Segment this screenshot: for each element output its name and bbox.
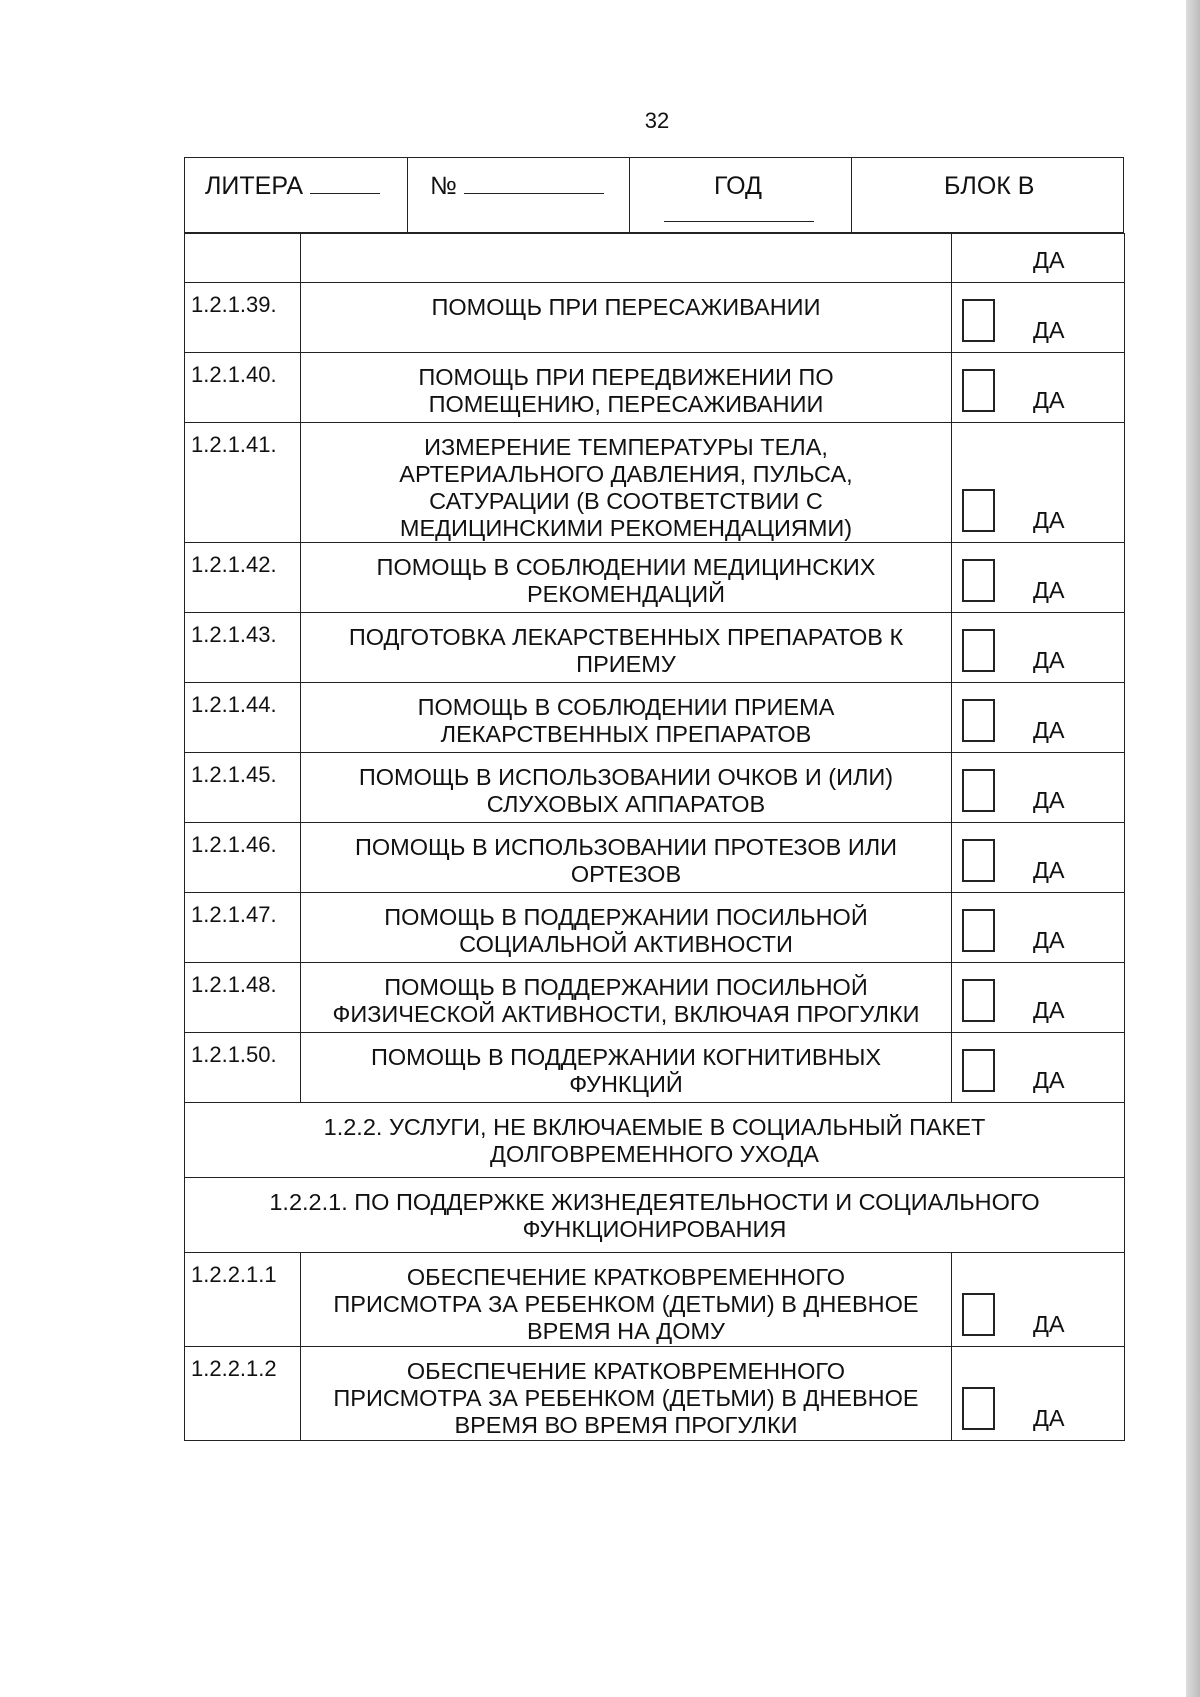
service-description <box>301 543 952 613</box>
yes-label: ДА <box>1033 787 1065 813</box>
service-number: 1.2.1.47. <box>185 893 301 963</box>
service-number: 1.2.2.1.1 <box>185 1253 301 1347</box>
service-number: 1.2.1.46. <box>185 823 301 893</box>
block-label: БЛОК В <box>944 172 1035 200</box>
service-description <box>301 753 952 823</box>
service-description-line: СОЦИАЛЬНОЙ АКТИВНОСТИ <box>459 931 793 957</box>
yes-checkbox[interactable] <box>962 629 995 672</box>
yes-label: ДА <box>1033 927 1065 953</box>
yes-cell <box>952 1347 1125 1441</box>
section-heading-1-2-2-1-line: ФУНКЦИОНИРОВАНИЯ <box>522 1216 787 1242</box>
service-description-line: ПОДГОТОВКА ЛЕКАРСТВЕННЫХ ПРЕПАРАТОВ К <box>348 624 904 650</box>
yes-checkbox[interactable] <box>962 839 995 882</box>
service-description-line: ПОМОЩЬ ПРИ ПЕРЕДВИЖЕНИИ ПО <box>418 364 834 390</box>
service-description <box>301 893 952 963</box>
service-row <box>185 543 1125 613</box>
yes-checkbox[interactable] <box>962 369 995 412</box>
yes-checkbox[interactable] <box>962 769 995 812</box>
service-row <box>185 1347 1125 1441</box>
service-description-line: ОБЕСПЕЧЕНИЕ КРАТКОВРЕМЕННОГО <box>406 1264 846 1290</box>
service-number: 1.2.1.39. <box>185 283 301 353</box>
page-edge-shadow <box>1186 0 1200 1697</box>
header-yes-cell <box>952 234 1125 283</box>
service-number: 1.2.1.48. <box>185 963 301 1033</box>
section-heading-1-2-2-cell <box>185 1103 1125 1178</box>
yes-label: ДА <box>1033 507 1065 533</box>
yes-label: ДА <box>1033 997 1065 1023</box>
yes-label: ДА <box>1033 1067 1065 1093</box>
service-description-line: СЛУХОВЫХ АППАРАТОВ <box>486 791 766 817</box>
yes-cell <box>952 283 1125 353</box>
service-description-line: АРТЕРИАЛЬНОГО ДАВЛЕНИЯ, ПУЛЬСА, <box>399 461 853 487</box>
yes-label: ДА <box>1033 857 1065 883</box>
service-row <box>185 1253 1125 1347</box>
header-desc-cell <box>301 234 952 283</box>
header-yes-label: ДА <box>1033 247 1065 273</box>
yes-label: ДА <box>1033 1405 1065 1431</box>
service-description-line: ПРИЕМУ <box>576 651 676 677</box>
yes-cell <box>952 753 1125 823</box>
yes-label: ДА <box>1033 1311 1065 1337</box>
section-heading-1-2-2-1-line: 1.2.2.1. ПО ПОДДЕРЖКЕ ЖИЗНЕДЕЯТЕЛЬНОСТИ И СОЦИАЛЬНОГО <box>269 1189 1040 1215</box>
yes-checkbox[interactable] <box>962 489 995 532</box>
service-description <box>301 423 952 543</box>
yes-cell <box>952 543 1125 613</box>
yes-label: ДА <box>1033 317 1065 343</box>
service-row <box>185 753 1125 823</box>
number-label: № <box>430 172 457 200</box>
yes-checkbox[interactable] <box>962 559 995 602</box>
service-row <box>185 1033 1125 1103</box>
yes-label: ДА <box>1033 717 1065 743</box>
service-row <box>185 283 1125 353</box>
services-table <box>184 233 1125 1441</box>
service-description <box>301 353 952 423</box>
yes-checkbox[interactable] <box>962 699 995 742</box>
litera-label: ЛИТЕРА <box>205 172 303 200</box>
year-cell <box>629 158 851 232</box>
service-description-line: ПОМОЩЬ В ПОДДЕРЖАНИИ КОГНИТИВНЫХ <box>370 1044 882 1070</box>
service-description <box>301 283 952 353</box>
service-row <box>185 963 1125 1033</box>
service-description-line: ФИЗИЧЕСКОЙ АКТИВНОСТИ, ВКЛЮЧАЯ ПРОГУЛКИ <box>332 1001 920 1027</box>
service-description-line: ПРИСМОТРА ЗА РЕБЕНКОМ (ДЕТЬМИ) В ДНЕВНОЕ <box>333 1291 919 1317</box>
service-row <box>185 613 1125 683</box>
yes-label: ДА <box>1033 647 1065 673</box>
service-description-line: МЕДИЦИНСКИМИ РЕКОМЕНДАЦИЯМИ) <box>399 515 853 541</box>
yes-cell <box>952 1253 1125 1347</box>
service-row <box>185 683 1125 753</box>
service-row <box>185 893 1125 963</box>
service-description-line: ВРЕМЯ НА ДОМУ <box>527 1318 725 1344</box>
service-description-line: ПОМОЩЬ В ПОДДЕРЖАНИИ ПОСИЛЬНОЙ <box>384 904 868 930</box>
section-heading-1-2-2-1 <box>185 1178 1125 1253</box>
service-row <box>185 823 1125 893</box>
yes-cell <box>952 823 1125 893</box>
service-number: 1.2.1.42. <box>185 543 301 613</box>
yes-checkbox[interactable] <box>962 299 995 342</box>
section-heading-1-2-2-line: 1.2.2. УСЛУГИ, НЕ ВКЛЮЧАЕМЫЕ В СОЦИАЛЬНЫЙ ПАКЕТ <box>323 1114 986 1140</box>
service-description-line: ОРТЕЗОВ <box>570 861 682 887</box>
service-description-line: ЛЕКАРСТВЕННЫХ ПРЕПАРАТОВ <box>440 721 812 747</box>
service-description-line: ПОМОЩЬ ПРИ ПЕРЕСАЖИВАНИИ <box>431 294 821 320</box>
service-description-line: РЕКОМЕНДАЦИЙ <box>526 581 726 607</box>
service-description-line: ФУНКЦИЙ <box>569 1071 683 1097</box>
service-description-line: ПОМОЩЬ В ИСПОЛЬЗОВАНИИ ОЧКОВ И (ИЛИ) <box>358 764 894 790</box>
service-description <box>301 1253 952 1347</box>
column-header-row <box>185 234 1125 283</box>
block-cell <box>851 158 1123 232</box>
page-number: 32 <box>644 108 670 133</box>
service-number: 1.2.1.44. <box>185 683 301 753</box>
service-description-line: ПОМОЩЬ В СОБЛЮДЕНИИ МЕДИЦИНСКИХ <box>376 554 876 580</box>
form-header <box>184 157 1124 233</box>
service-row <box>185 423 1125 543</box>
litera-cell <box>185 158 407 232</box>
header-num-cell <box>185 234 301 283</box>
number-cell <box>407 158 629 232</box>
service-description-line: ПОМОЩЬ В СОБЛЮДЕНИИ ПРИЕМА <box>417 694 835 720</box>
yes-cell <box>952 893 1125 963</box>
section-heading-1-2-2-line: ДОЛГОВРЕМЕННОГО УХОДА <box>490 1141 819 1167</box>
service-description-line: ИЗМЕРЕНИЕ ТЕМПЕРАТУРЫ ТЕЛА, <box>424 434 828 460</box>
yes-cell <box>952 1033 1125 1103</box>
service-description-line: ПОМОЩЬ В ИСПОЛЬЗОВАНИИ ПРОТЕЗОВ ИЛИ <box>354 834 898 860</box>
yes-checkbox[interactable] <box>962 1293 995 1336</box>
service-description-line: ПОМЕЩЕНИЮ, ПЕРЕСАЖИВАНИИ <box>428 391 824 417</box>
yes-checkbox[interactable] <box>962 1387 995 1430</box>
service-description <box>301 613 952 683</box>
yes-cell <box>952 963 1125 1033</box>
service-number: 1.2.1.41. <box>185 423 301 543</box>
yes-cell <box>952 683 1125 753</box>
service-number: 1.2.1.40. <box>185 353 301 423</box>
service-description-line: САТУРАЦИИ (В СООТВЕТСТВИИ С <box>429 488 823 514</box>
service-row <box>185 353 1125 423</box>
year-blank[interactable] <box>664 221 814 222</box>
number-blank[interactable] <box>464 193 604 194</box>
yes-cell <box>952 613 1125 683</box>
service-description <box>301 1347 952 1441</box>
service-number: 1.2.1.43. <box>185 613 301 683</box>
service-description-line: ПОМОЩЬ В ПОДДЕРЖАНИИ ПОСИЛЬНОЙ <box>384 974 868 1000</box>
service-number: 1.2.1.45. <box>185 753 301 823</box>
litera-blank[interactable] <box>310 193 380 194</box>
yes-checkbox[interactable] <box>962 909 995 952</box>
service-description <box>301 1033 952 1103</box>
section-heading-1-2-2-1-cell <box>185 1178 1125 1253</box>
section-heading-1-2-2 <box>185 1103 1125 1178</box>
service-number: 1.2.1.50. <box>185 1033 301 1103</box>
service-description <box>301 963 952 1033</box>
yes-checkbox[interactable] <box>962 979 995 1022</box>
yes-cell <box>952 423 1125 543</box>
service-description <box>301 683 952 753</box>
yes-label: ДА <box>1033 387 1065 413</box>
yes-checkbox[interactable] <box>962 1049 995 1092</box>
yes-label: ДА <box>1033 577 1065 603</box>
service-description <box>301 823 952 893</box>
year-label: ГОД <box>714 172 762 200</box>
services-table-body <box>185 234 1125 1441</box>
service-description-line: ВРЕМЯ ВО ВРЕМЯ ПРОГУЛКИ <box>454 1412 798 1438</box>
service-description-line: ОБЕСПЕЧЕНИЕ КРАТКОВРЕМЕННОГО <box>406 1358 846 1384</box>
yes-cell <box>952 353 1125 423</box>
service-description-line: ПРИСМОТРА ЗА РЕБЕНКОМ (ДЕТЬМИ) В ДНЕВНОЕ <box>333 1385 919 1411</box>
service-number: 1.2.2.1.2 <box>185 1347 301 1441</box>
